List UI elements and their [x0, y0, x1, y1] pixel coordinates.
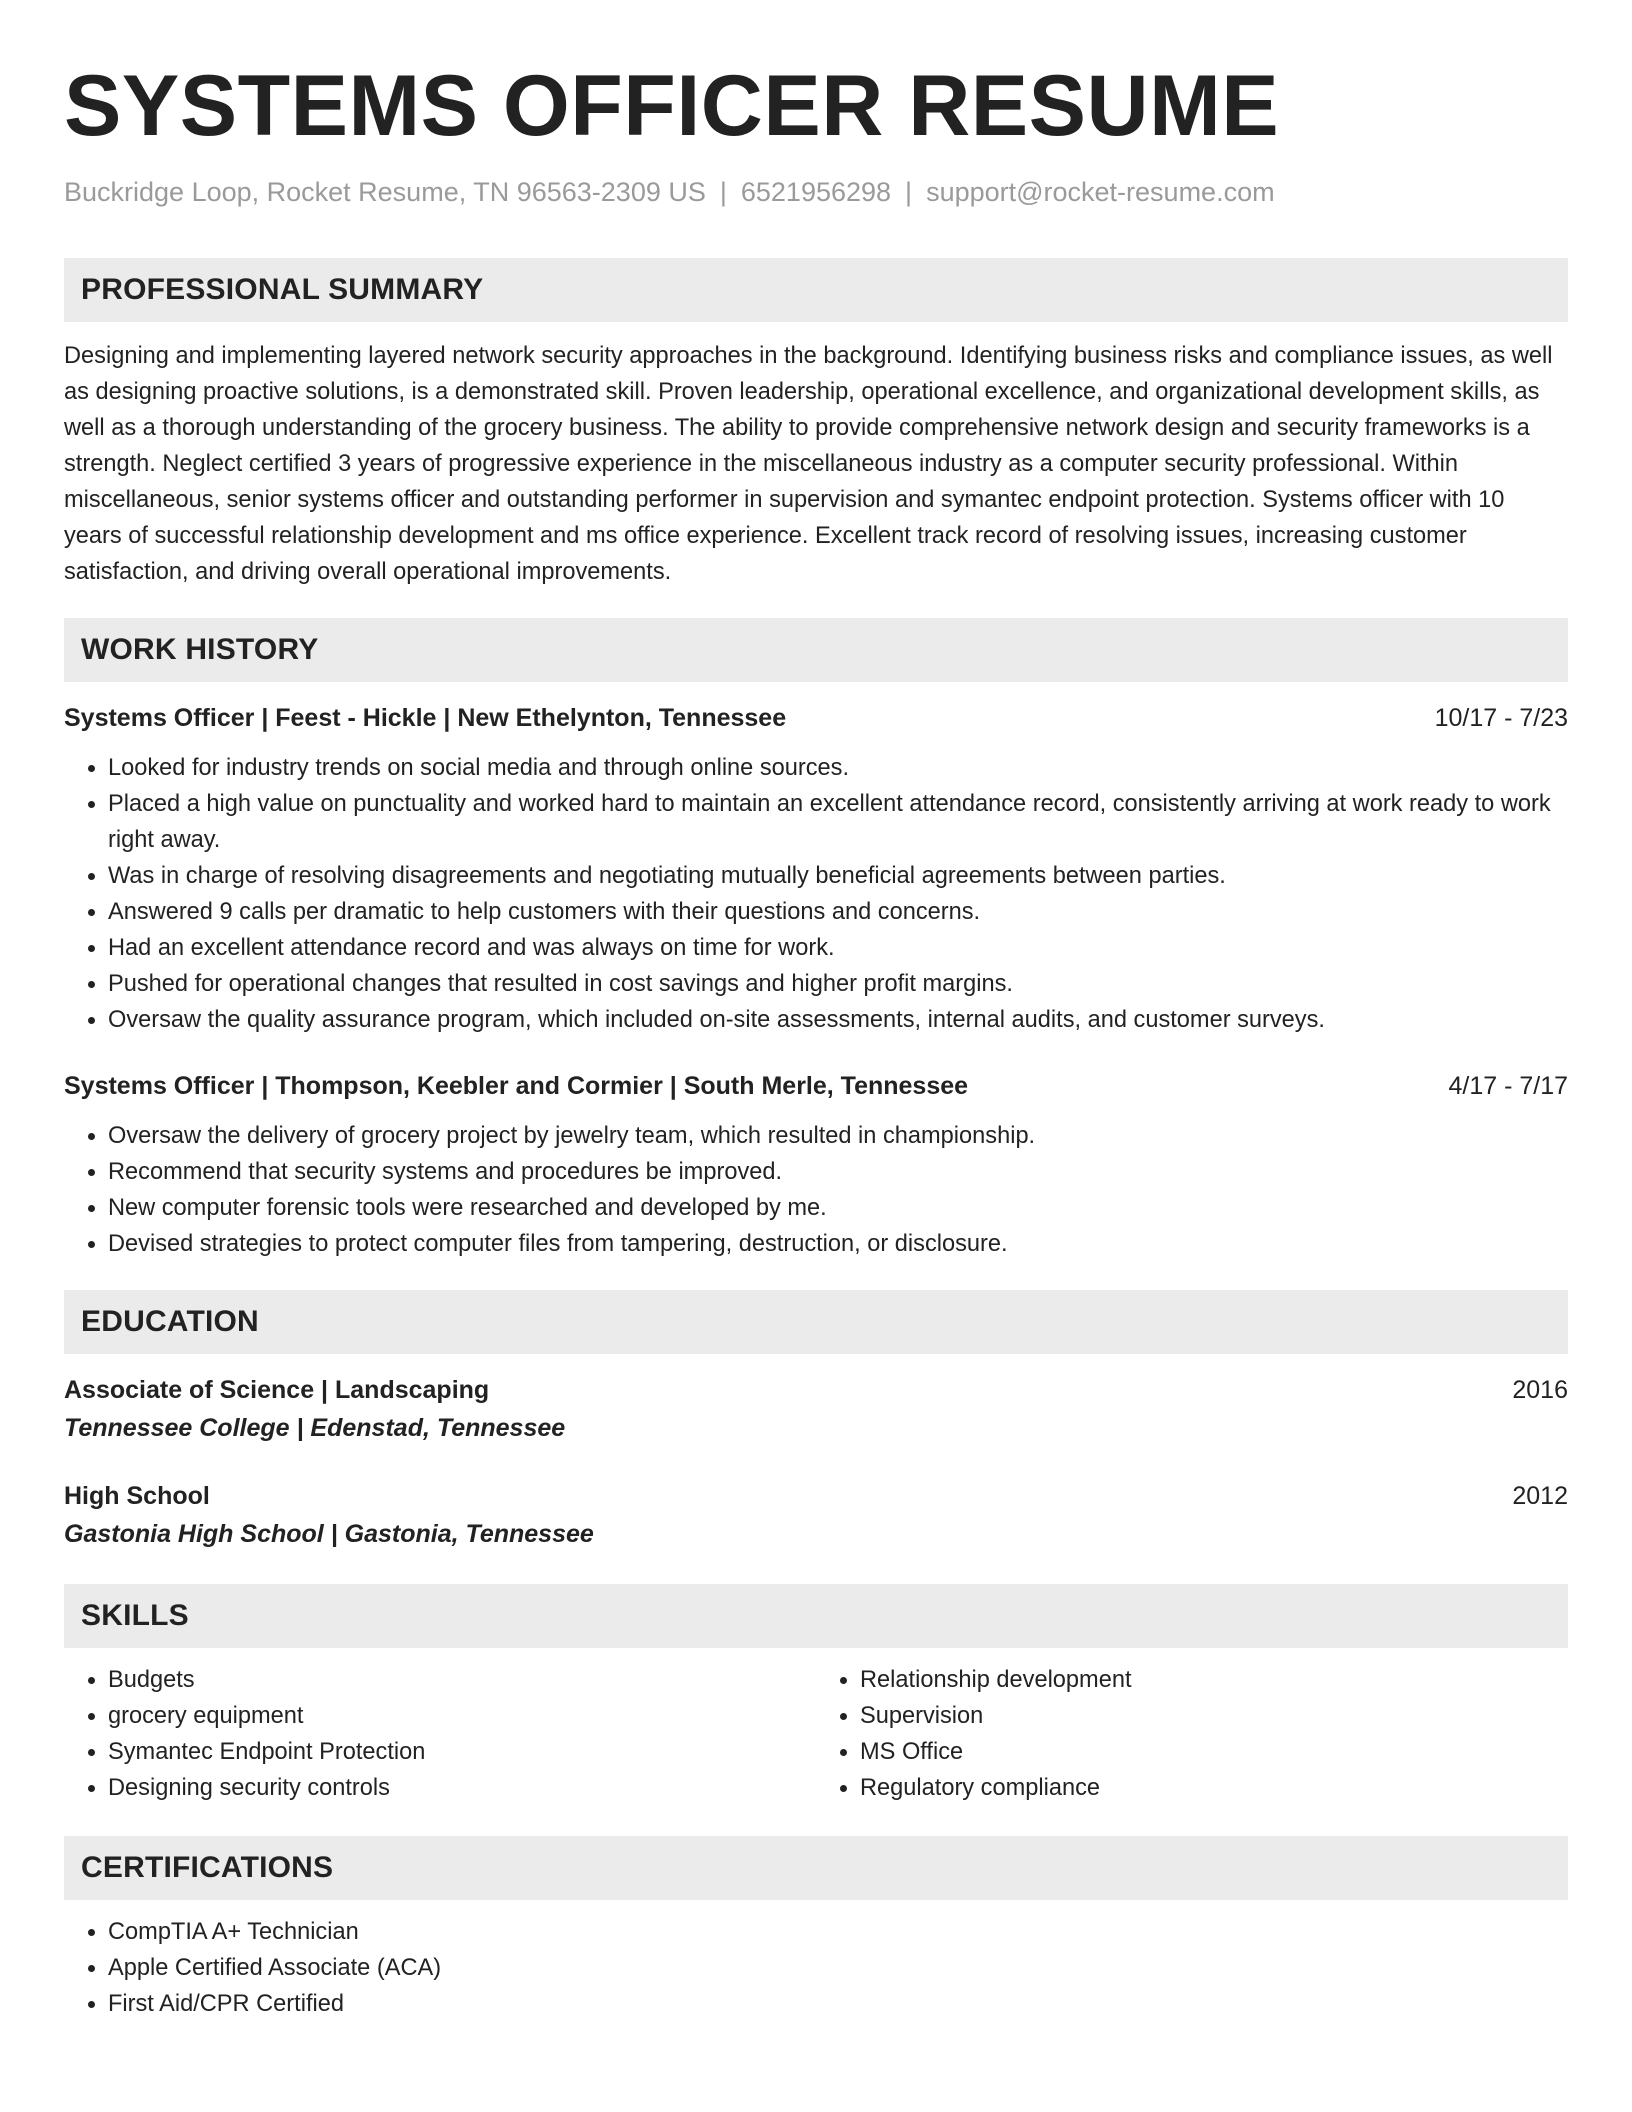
education-school: Gastonia High School | Gastonia, Tennessee	[64, 1520, 594, 1548]
job-entry	[64, 1068, 1568, 1262]
section-header-skills: SKILLS	[64, 1584, 1568, 1648]
job-heading	[64, 700, 1568, 736]
list-item: • Oversaw the quality assurance program, which included on-site assessments, internal audits, and customer surveys.	[108, 1002, 1568, 1038]
job-date: 10/17 - 7/23	[1434, 704, 1568, 732]
section-header-work-history: WORK HISTORY	[64, 618, 1568, 682]
job-entry	[64, 700, 1568, 1038]
education-heading	[64, 1478, 1568, 1514]
list-item: • Recommend that security systems and procedures be improved.	[108, 1154, 1568, 1190]
job-title: Systems Officer | Feest - Hickle | New Ethelynton, Tennessee	[64, 704, 787, 732]
list-item: • Oversaw the delivery of grocery project by jewelry team, which resulted in championship.	[108, 1118, 1568, 1154]
skills-list	[64, 1662, 816, 1806]
list-item: • MS Office	[860, 1734, 1568, 1770]
skills-grid	[64, 1662, 1568, 1806]
skills-column-left	[64, 1662, 816, 1806]
education-date: 2016	[1512, 1376, 1568, 1404]
education-school: Tennessee College | Edenstad, Tennessee	[64, 1414, 566, 1442]
list-item: • CompTIA A+ Technician	[108, 1914, 1568, 1950]
job-date: 4/17 - 7/17	[1448, 1072, 1568, 1100]
education-entry	[64, 1372, 1568, 1448]
section-header-certifications: CERTIFICATIONS	[64, 1836, 1568, 1900]
list-item: • Budgets	[108, 1662, 816, 1698]
list-item: • Relationship development	[860, 1662, 1568, 1698]
contact-phone: 6521956298	[740, 177, 892, 207]
contact-line	[64, 174, 1568, 210]
job-title: Systems Officer | Thompson, Keebler and Cormier | South Merle, Tennessee	[64, 1072, 969, 1100]
job-bullets	[64, 1118, 1568, 1262]
list-item: • Looked for industry trends on social media and through online sources.	[108, 750, 1568, 786]
list-item: • Pushed for operational changes that resulted in cost savings and higher profit margins.	[108, 966, 1568, 1002]
education-degree: Associate of Science | Landscaping	[64, 1376, 490, 1404]
contact-address: Buckridge Loop, Rocket Resume, TN 96563-2309 US	[64, 177, 706, 207]
list-item: • Answered 9 calls per dramatic to help customers with their questions and concerns.	[108, 894, 1568, 930]
list-item: • Designing security controls	[108, 1770, 816, 1806]
list-item: • Had an excellent attendance record and was always on time for work.	[108, 930, 1568, 966]
section-header-summary: PROFESSIONAL SUMMARY	[64, 258, 1568, 322]
section-header-education: EDUCATION	[64, 1290, 1568, 1354]
contact-separator: |	[905, 177, 913, 207]
education-entry	[64, 1478, 1568, 1554]
list-item: • Was in charge of resolving disagreements and negotiating mutually beneficial agreements between parties.	[108, 858, 1568, 894]
resume-title: SYSTEMS OFFICER RESUME	[64, 58, 1280, 154]
list-item: • Devised strategies to protect computer files from tampering, destruction, or disclosure.	[108, 1226, 1568, 1262]
contact-separator: |	[719, 177, 727, 207]
education-date: 2012	[1512, 1482, 1568, 1510]
job-bullets	[64, 750, 1568, 1038]
skills-column-right	[816, 1662, 1568, 1806]
list-item: • grocery equipment	[108, 1698, 816, 1734]
skills-list	[816, 1662, 1568, 1806]
education-degree: High School	[64, 1482, 210, 1510]
list-item: • Apple Certified Associate (ACA)	[108, 1950, 1568, 1986]
list-item: • New computer forensic tools were researched and developed by me.	[108, 1190, 1568, 1226]
contact-email: support@rocket-resume.com	[926, 177, 1275, 207]
job-heading	[64, 1068, 1568, 1104]
education-heading	[64, 1372, 1568, 1408]
list-item: • First Aid/CPR Certified	[108, 1986, 1568, 2022]
list-item: • Placed a high value on punctuality and worked hard to maintain an excellent attendance record, consistently arriving at work ready to work right away.	[108, 786, 1568, 858]
list-item: • Regulatory compliance	[860, 1770, 1568, 1806]
summary-text: Designing and implementing layered network security approaches in the background. Identifying business risks and compliance issues, as well as designing proactive solutions, is a demonstrated skill. Proven leadership, operational excellence, and organizational development skills, as well as a thorough understanding of the grocery business. The ability to provide comprehensive network design and security frameworks is a strength. Neglect certified 3 years of progressive experience in the miscellaneous industry as a computer security professional. Within miscellaneous, senior systems officer and outstanding performer in supervision and symantec endpoint protection. Systems officer with 10 years of successful relationship development and ms office experience. Excellent track record of resolving issues, increasing customer satisfaction, and driving overall operational improvements.	[64, 343, 1553, 585]
certifications-list	[64, 1914, 1568, 2022]
list-item: • Supervision	[860, 1698, 1568, 1734]
list-item: • Symantec Endpoint Protection	[108, 1734, 816, 1770]
